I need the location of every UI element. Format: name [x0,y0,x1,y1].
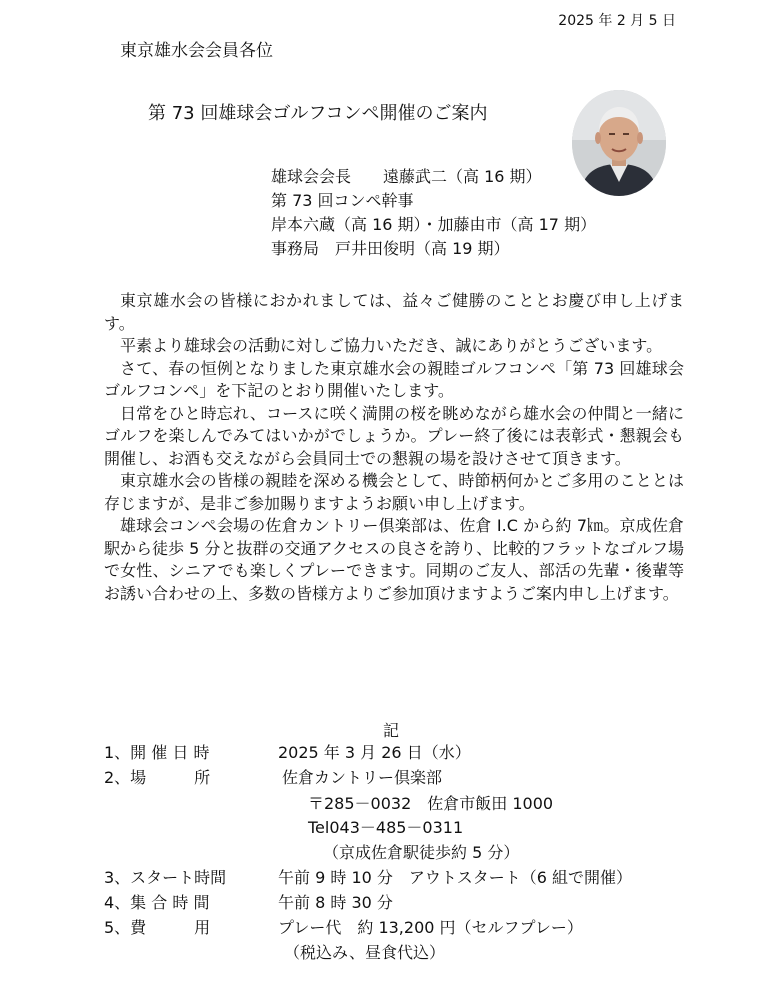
detail-place-address: 〒285－0032 佐倉市飯田 1000 [308,794,554,813]
letter-title: 第 73 回雄球会ゴルフコンペ開催のご案内 [148,103,488,124]
sender-chairman: 雄球会会長 遠藤武二（高 16 期） [271,167,542,186]
ki-heading: 記 [383,721,400,740]
detail-gather-label: 4、集 合 時 間 [104,893,210,912]
chairman-portrait-image [572,90,666,196]
body-paragraph-invitation: 日常をひと時忘れ、コースに咲く満開の桜を眺めながら雄水会の仲間と一緒にゴルフを楽しんでみてはいかがでしょうか。プレー終了後には表彰式・懇親会も開催し、お酒も交えながら会員同士での懇親の場を設けさせて頂きます。 [104,403,684,468]
detail-fee-note: （税込み、昼食代込） [284,943,445,962]
detail-place-label: 2、場 所 [104,768,211,787]
recipient-line: 東京雄水会会員各位 [120,41,273,61]
detail-fee-value: プレー代 約 13,200 円（セルフプレー） [278,918,583,937]
detail-date-label: 1、開 催 日 時 [104,743,210,762]
letter-date: 2025 年 2 月 5 日 [558,13,676,29]
detail-place-name: 佐倉カントリー倶楽部 [282,768,443,787]
sender-secretariat: 事務局 戸井田俊明（高 19 期） [271,239,510,258]
detail-place-tel: Tel043－485－0311 [308,818,464,837]
body-paragraph-thanks: 平素より雄球会の活動に対しご協力いただき、誠にありがとうございます。 [120,336,663,355]
body-paragraph-announcement: さて、春の恒例となりました東京雄水会の親睦ゴルフコンペ「第 73 回雄球会ゴルフコンペ」を下記のとおり開催いたします。 [104,358,684,400]
detail-gather-value: 午前 8 時 30 分 [278,893,393,912]
body-paragraph-venue: 雄球会コンペ会場の佐倉カントリー倶楽部は、佐倉 I.C から約 7㎞。京成佐倉駅から徒歩 5 分と抜群の交通アクセスの良さを誇り、比較的フラットなゴルフ場で女性、シニアでも楽しくプレーできます。同期のご友人、部活の先輩・後輩等お誘い合わせの上、多数の皆様方よりご参加頂けますようご案内申し上げます。 [104,516,684,603]
detail-start-label: 3、スタート時間 [104,868,227,887]
body-paragraph-greeting: 東京雄水会の皆様におかれましては、益々ご健勝のこととお慶び申し上げます。 [104,291,684,333]
chairman-photo [572,90,666,196]
sender-organizers: 岸本六蔵（高 16 期）・加藤由市（高 17 期） [271,215,597,234]
detail-fee-label: 5、費 用 [104,918,211,937]
detail-date-value: 2025 年 3 月 26 日（水） [278,743,471,762]
detail-start-value: 午前 9 時 10 分 アウトスタート（6 組で開催） [278,868,632,887]
letter-body [104,290,684,605]
detail-place-access: （京成佐倉駅徒歩約 5 分） [323,843,520,862]
sender-organizer-heading: 第 73 回コンペ幹事 [271,191,414,210]
body-paragraph-request: 東京雄水会の皆様の親睦を深める機会として、時節柄何かとご多用のこととは存じますが、是非ご参加賜りますようお願い申し上げます。 [104,471,684,513]
